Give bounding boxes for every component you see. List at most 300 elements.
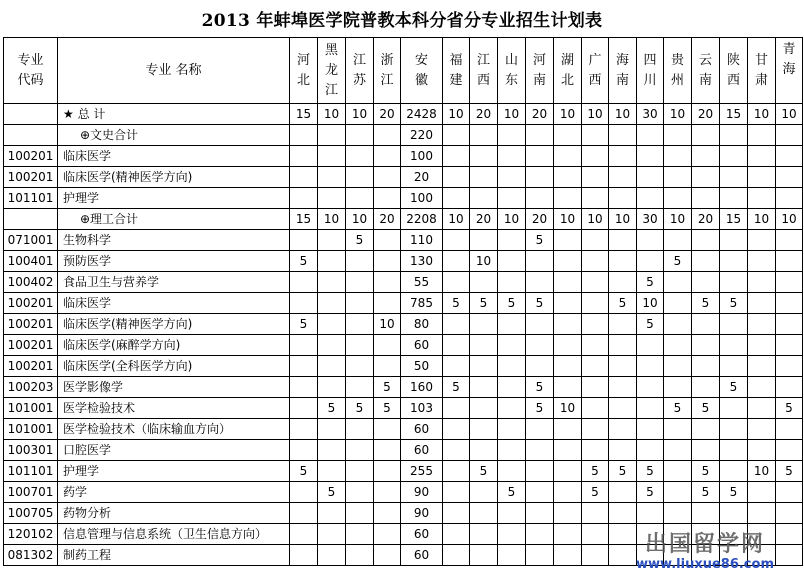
quota-cell bbox=[582, 419, 609, 440]
major-code: 100201 bbox=[4, 167, 58, 188]
quota-cell bbox=[470, 146, 498, 167]
quota-cell bbox=[374, 419, 401, 440]
quota-cell bbox=[443, 440, 470, 461]
quota-cell: 10 bbox=[664, 104, 692, 125]
quota-cell: 2428 bbox=[401, 104, 443, 125]
major-code: 100201 bbox=[4, 314, 58, 335]
quota-cell bbox=[748, 356, 776, 377]
quota-cell bbox=[498, 251, 526, 272]
quota-cell: 5 bbox=[290, 314, 318, 335]
quota-cell bbox=[664, 356, 692, 377]
quota-cell bbox=[374, 230, 401, 251]
quota-cell bbox=[470, 272, 498, 293]
header-name: 专业 名称 bbox=[58, 38, 290, 104]
header-province bbox=[609, 38, 637, 104]
quota-cell bbox=[609, 125, 637, 146]
quota-cell: 5 bbox=[720, 377, 748, 398]
quota-cell bbox=[582, 524, 609, 545]
quota-cell bbox=[526, 461, 554, 482]
quota-cell bbox=[374, 545, 401, 566]
header-province-label: 四川 bbox=[643, 52, 657, 88]
quota-cell: 5 bbox=[443, 377, 470, 398]
quota-cell bbox=[609, 314, 637, 335]
quota-cell bbox=[692, 356, 720, 377]
quota-cell bbox=[748, 230, 776, 251]
major-name: ⊕理工合计 bbox=[58, 209, 290, 230]
quota-cell bbox=[776, 335, 803, 356]
quota-cell bbox=[720, 440, 748, 461]
header-province-label: 河南 bbox=[532, 52, 546, 88]
quota-cell bbox=[318, 335, 346, 356]
quota-cell bbox=[554, 377, 582, 398]
quota-cell bbox=[720, 167, 748, 188]
quota-cell bbox=[290, 293, 318, 314]
quota-cell bbox=[664, 146, 692, 167]
quota-cell: 5 bbox=[664, 398, 692, 419]
quota-cell bbox=[582, 251, 609, 272]
quota-cell: 10 bbox=[498, 209, 526, 230]
header-province-label: 甘肃 bbox=[754, 52, 768, 88]
quota-cell bbox=[290, 146, 318, 167]
quota-cell: 5 bbox=[664, 251, 692, 272]
quota-cell bbox=[692, 335, 720, 356]
quota-cell bbox=[692, 188, 720, 209]
quota-cell bbox=[470, 314, 498, 335]
quota-cell bbox=[346, 335, 374, 356]
quota-cell bbox=[637, 125, 664, 146]
quota-cell bbox=[720, 419, 748, 440]
quota-cell bbox=[776, 272, 803, 293]
header-province bbox=[664, 38, 692, 104]
quota-cell bbox=[498, 419, 526, 440]
quota-cell: 20 bbox=[374, 209, 401, 230]
quota-cell: 5 bbox=[609, 293, 637, 314]
quota-cell: 5 bbox=[637, 272, 664, 293]
quota-cell: 5 bbox=[776, 398, 803, 419]
watermark bbox=[636, 532, 774, 572]
quota-cell: 5 bbox=[374, 377, 401, 398]
quota-cell bbox=[318, 461, 346, 482]
quota-cell: 20 bbox=[526, 209, 554, 230]
quota-cell: 5 bbox=[637, 314, 664, 335]
quota-cell bbox=[748, 188, 776, 209]
quota-cell bbox=[692, 167, 720, 188]
header-province-label: 江西 bbox=[476, 52, 490, 88]
quota-cell bbox=[318, 251, 346, 272]
quota-cell: 10 bbox=[748, 104, 776, 125]
major-name: 药学 bbox=[58, 482, 290, 503]
quota-cell: 10 bbox=[748, 461, 776, 482]
quota-cell: 10 bbox=[609, 104, 637, 125]
quota-cell: 5 bbox=[526, 398, 554, 419]
table-row bbox=[4, 167, 803, 188]
quota-cell bbox=[318, 146, 346, 167]
header-province-label: 山东 bbox=[504, 52, 518, 88]
major-code: 100203 bbox=[4, 377, 58, 398]
major-name: ★ 总 计 bbox=[58, 104, 290, 125]
quota-cell bbox=[498, 545, 526, 566]
quota-cell bbox=[776, 482, 803, 503]
quota-cell bbox=[720, 335, 748, 356]
major-name: 食品卫生与营养学 bbox=[58, 272, 290, 293]
major-name: 临床医学(麻醉学方向) bbox=[58, 335, 290, 356]
quota-cell bbox=[374, 335, 401, 356]
quota-cell: 15 bbox=[290, 209, 318, 230]
quota-cell bbox=[318, 440, 346, 461]
quota-cell bbox=[526, 482, 554, 503]
quota-cell bbox=[498, 524, 526, 545]
quota-cell: 5 bbox=[318, 482, 346, 503]
major-code: 071001 bbox=[4, 230, 58, 251]
quota-cell bbox=[776, 167, 803, 188]
quota-cell bbox=[443, 356, 470, 377]
quota-cell bbox=[720, 146, 748, 167]
quota-cell bbox=[346, 251, 374, 272]
quota-cell bbox=[470, 545, 498, 566]
quota-cell bbox=[498, 125, 526, 146]
quota-cell: 10 bbox=[554, 209, 582, 230]
quota-cell: 60 bbox=[401, 440, 443, 461]
quota-cell bbox=[318, 230, 346, 251]
quota-cell bbox=[346, 272, 374, 293]
table-row bbox=[4, 209, 803, 230]
quota-cell bbox=[290, 356, 318, 377]
quota-cell bbox=[720, 398, 748, 419]
major-code: 101101 bbox=[4, 188, 58, 209]
quota-cell bbox=[720, 314, 748, 335]
quota-cell bbox=[609, 167, 637, 188]
quota-cell bbox=[664, 377, 692, 398]
quota-cell bbox=[664, 461, 692, 482]
quota-cell bbox=[470, 167, 498, 188]
quota-cell bbox=[582, 293, 609, 314]
quota-cell bbox=[374, 461, 401, 482]
quota-cell bbox=[470, 398, 498, 419]
quota-cell bbox=[748, 440, 776, 461]
quota-cell: 5 bbox=[443, 293, 470, 314]
quota-cell bbox=[609, 251, 637, 272]
quota-cell bbox=[776, 188, 803, 209]
quota-cell bbox=[720, 230, 748, 251]
quota-cell: 10 bbox=[664, 209, 692, 230]
major-name: 临床医学 bbox=[58, 293, 290, 314]
quota-cell bbox=[374, 503, 401, 524]
quota-cell bbox=[720, 503, 748, 524]
quota-cell bbox=[290, 167, 318, 188]
quota-cell: 5 bbox=[776, 461, 803, 482]
quota-cell: 50 bbox=[401, 356, 443, 377]
quota-cell bbox=[470, 335, 498, 356]
quota-cell bbox=[318, 293, 346, 314]
quota-cell: 100 bbox=[401, 146, 443, 167]
table-row bbox=[4, 146, 803, 167]
header-province bbox=[692, 38, 720, 104]
table-row bbox=[4, 356, 803, 377]
quota-cell bbox=[692, 314, 720, 335]
quota-cell: 10 bbox=[554, 398, 582, 419]
table-row bbox=[4, 314, 803, 335]
quota-cell bbox=[498, 188, 526, 209]
quota-cell bbox=[554, 125, 582, 146]
quota-cell bbox=[443, 188, 470, 209]
quota-cell: 5 bbox=[720, 482, 748, 503]
quota-cell bbox=[609, 419, 637, 440]
quota-cell bbox=[443, 503, 470, 524]
quota-cell bbox=[582, 335, 609, 356]
table-row bbox=[4, 272, 803, 293]
quota-cell bbox=[664, 440, 692, 461]
quota-cell: 5 bbox=[582, 461, 609, 482]
quota-cell bbox=[374, 125, 401, 146]
quota-cell bbox=[554, 146, 582, 167]
quota-cell bbox=[290, 125, 318, 146]
quota-cell: 10 bbox=[374, 314, 401, 335]
quota-cell: 10 bbox=[498, 104, 526, 125]
quota-cell bbox=[290, 503, 318, 524]
quota-cell bbox=[609, 482, 637, 503]
quota-cell bbox=[470, 440, 498, 461]
quota-cell: 5 bbox=[692, 482, 720, 503]
major-name: 临床医学 bbox=[58, 146, 290, 167]
quota-cell bbox=[582, 356, 609, 377]
quota-cell: 10 bbox=[748, 209, 776, 230]
quota-cell bbox=[554, 356, 582, 377]
quota-cell: 10 bbox=[318, 209, 346, 230]
quota-cell bbox=[776, 146, 803, 167]
quota-cell bbox=[443, 125, 470, 146]
quota-cell bbox=[318, 419, 346, 440]
quota-cell bbox=[470, 188, 498, 209]
header-province bbox=[318, 38, 346, 104]
header-province bbox=[582, 38, 609, 104]
major-code: 120102 bbox=[4, 524, 58, 545]
quota-cell bbox=[582, 188, 609, 209]
major-code: 081302 bbox=[4, 545, 58, 566]
quota-cell bbox=[498, 398, 526, 419]
quota-cell: 15 bbox=[720, 209, 748, 230]
table-row bbox=[4, 503, 803, 524]
header-province-label: 青海 bbox=[782, 42, 796, 77]
quota-cell: 20 bbox=[401, 167, 443, 188]
quota-cell bbox=[470, 230, 498, 251]
major-name: ⊕文史合计 bbox=[58, 125, 290, 146]
quota-cell bbox=[692, 125, 720, 146]
quota-cell bbox=[346, 419, 374, 440]
quota-cell: 10 bbox=[443, 209, 470, 230]
header-province bbox=[346, 38, 374, 104]
quota-cell: 5 bbox=[692, 461, 720, 482]
quota-cell: 60 bbox=[401, 335, 443, 356]
quota-cell: 785 bbox=[401, 293, 443, 314]
quota-cell bbox=[664, 293, 692, 314]
quota-cell bbox=[776, 293, 803, 314]
major-code bbox=[4, 104, 58, 125]
quota-cell: 30 bbox=[637, 209, 664, 230]
quota-cell bbox=[318, 503, 346, 524]
quota-cell bbox=[637, 398, 664, 419]
quota-cell bbox=[692, 440, 720, 461]
major-name: 口腔医学 bbox=[58, 440, 290, 461]
major-code: 100201 bbox=[4, 293, 58, 314]
quota-cell bbox=[720, 272, 748, 293]
quota-cell: 255 bbox=[401, 461, 443, 482]
quota-cell bbox=[526, 503, 554, 524]
quota-cell: 103 bbox=[401, 398, 443, 419]
header-province bbox=[637, 38, 664, 104]
quota-cell bbox=[526, 545, 554, 566]
header-province bbox=[720, 38, 748, 104]
major-name: 药物分析 bbox=[58, 503, 290, 524]
quota-cell bbox=[637, 503, 664, 524]
quota-cell bbox=[443, 482, 470, 503]
quota-cell: 110 bbox=[401, 230, 443, 251]
quota-cell bbox=[582, 314, 609, 335]
major-name: 预防医学 bbox=[58, 251, 290, 272]
quota-cell bbox=[346, 461, 374, 482]
enrollment-plan-table bbox=[3, 37, 803, 566]
header-province-label: 海南 bbox=[615, 52, 629, 88]
quota-cell bbox=[637, 167, 664, 188]
quota-cell: 90 bbox=[401, 482, 443, 503]
quota-cell bbox=[443, 272, 470, 293]
quota-cell bbox=[443, 398, 470, 419]
quota-cell bbox=[776, 314, 803, 335]
quota-cell bbox=[526, 419, 554, 440]
quota-cell: 10 bbox=[554, 104, 582, 125]
quota-cell: 60 bbox=[401, 419, 443, 440]
quota-cell bbox=[526, 125, 554, 146]
quota-cell bbox=[498, 461, 526, 482]
quota-cell: 5 bbox=[290, 251, 318, 272]
quota-cell: 60 bbox=[401, 524, 443, 545]
header-province bbox=[290, 38, 318, 104]
header-code: 专业代码 bbox=[4, 38, 58, 104]
quota-cell bbox=[692, 146, 720, 167]
quota-cell: 100 bbox=[401, 188, 443, 209]
major-name: 护理学 bbox=[58, 188, 290, 209]
major-code bbox=[4, 125, 58, 146]
quota-cell bbox=[374, 482, 401, 503]
table-row bbox=[4, 335, 803, 356]
quota-cell bbox=[554, 482, 582, 503]
quota-cell bbox=[720, 125, 748, 146]
quota-cell: 5 bbox=[582, 482, 609, 503]
quota-cell bbox=[290, 335, 318, 356]
major-code: 100401 bbox=[4, 251, 58, 272]
quota-cell bbox=[776, 419, 803, 440]
quota-cell bbox=[748, 335, 776, 356]
quota-cell bbox=[443, 167, 470, 188]
quota-cell bbox=[346, 356, 374, 377]
quota-cell bbox=[776, 125, 803, 146]
quota-cell bbox=[637, 251, 664, 272]
quota-cell: 20 bbox=[692, 209, 720, 230]
quota-cell bbox=[318, 314, 346, 335]
quota-cell bbox=[498, 314, 526, 335]
quota-cell: 20 bbox=[526, 104, 554, 125]
table-row bbox=[4, 419, 803, 440]
quota-cell: 5 bbox=[526, 377, 554, 398]
quota-cell bbox=[318, 524, 346, 545]
quota-cell bbox=[318, 545, 346, 566]
quota-cell bbox=[318, 167, 346, 188]
header-province bbox=[748, 38, 776, 104]
major-name: 医学检验技术（临床输血方向） bbox=[58, 419, 290, 440]
quota-cell bbox=[554, 461, 582, 482]
quota-cell bbox=[692, 251, 720, 272]
quota-cell: 55 bbox=[401, 272, 443, 293]
quota-cell bbox=[526, 272, 554, 293]
quota-cell bbox=[470, 482, 498, 503]
quota-cell bbox=[346, 188, 374, 209]
quota-cell bbox=[554, 230, 582, 251]
header-province-label: 河北 bbox=[296, 52, 310, 88]
quota-cell bbox=[748, 377, 776, 398]
quota-cell bbox=[664, 230, 692, 251]
quota-cell: 10 bbox=[318, 104, 346, 125]
quota-cell bbox=[637, 335, 664, 356]
quota-cell: 10 bbox=[637, 293, 664, 314]
major-name: 临床医学(全科医学方向) bbox=[58, 356, 290, 377]
quota-cell: 20 bbox=[470, 209, 498, 230]
table-row bbox=[4, 461, 803, 482]
quota-cell bbox=[374, 146, 401, 167]
quota-cell bbox=[609, 440, 637, 461]
major-code: 100301 bbox=[4, 440, 58, 461]
header-province bbox=[470, 38, 498, 104]
header-province-label: 陕西 bbox=[726, 52, 740, 88]
quota-cell: 5 bbox=[720, 293, 748, 314]
quota-cell bbox=[554, 188, 582, 209]
quota-cell bbox=[526, 335, 554, 356]
quota-cell bbox=[664, 503, 692, 524]
quota-cell: 5 bbox=[374, 398, 401, 419]
quota-cell bbox=[318, 377, 346, 398]
table-row bbox=[4, 377, 803, 398]
quota-cell: 160 bbox=[401, 377, 443, 398]
quota-cell bbox=[609, 377, 637, 398]
quota-cell: 15 bbox=[720, 104, 748, 125]
quota-cell: 5 bbox=[470, 461, 498, 482]
quota-cell bbox=[776, 545, 803, 566]
quota-cell bbox=[554, 167, 582, 188]
quota-cell: 5 bbox=[637, 461, 664, 482]
quota-cell bbox=[290, 230, 318, 251]
header-province-label: 浙江 bbox=[380, 52, 394, 88]
watermark-url: www.liuxue86.com bbox=[636, 557, 774, 572]
quota-cell bbox=[498, 335, 526, 356]
quota-cell: 5 bbox=[470, 293, 498, 314]
quota-cell bbox=[346, 125, 374, 146]
quota-cell bbox=[374, 188, 401, 209]
quota-cell bbox=[609, 335, 637, 356]
quota-cell bbox=[776, 503, 803, 524]
quota-cell: 5 bbox=[692, 293, 720, 314]
header-province-label: 贵州 bbox=[670, 52, 684, 88]
quota-cell bbox=[526, 524, 554, 545]
quota-cell bbox=[443, 524, 470, 545]
quota-cell: 5 bbox=[290, 461, 318, 482]
quota-cell bbox=[609, 272, 637, 293]
quota-cell bbox=[443, 545, 470, 566]
quota-cell: 5 bbox=[526, 230, 554, 251]
quota-cell bbox=[526, 356, 554, 377]
major-name: 护理学 bbox=[58, 461, 290, 482]
quota-cell: 20 bbox=[470, 104, 498, 125]
quota-cell bbox=[554, 335, 582, 356]
major-code: 101101 bbox=[4, 461, 58, 482]
quota-cell bbox=[609, 545, 637, 566]
